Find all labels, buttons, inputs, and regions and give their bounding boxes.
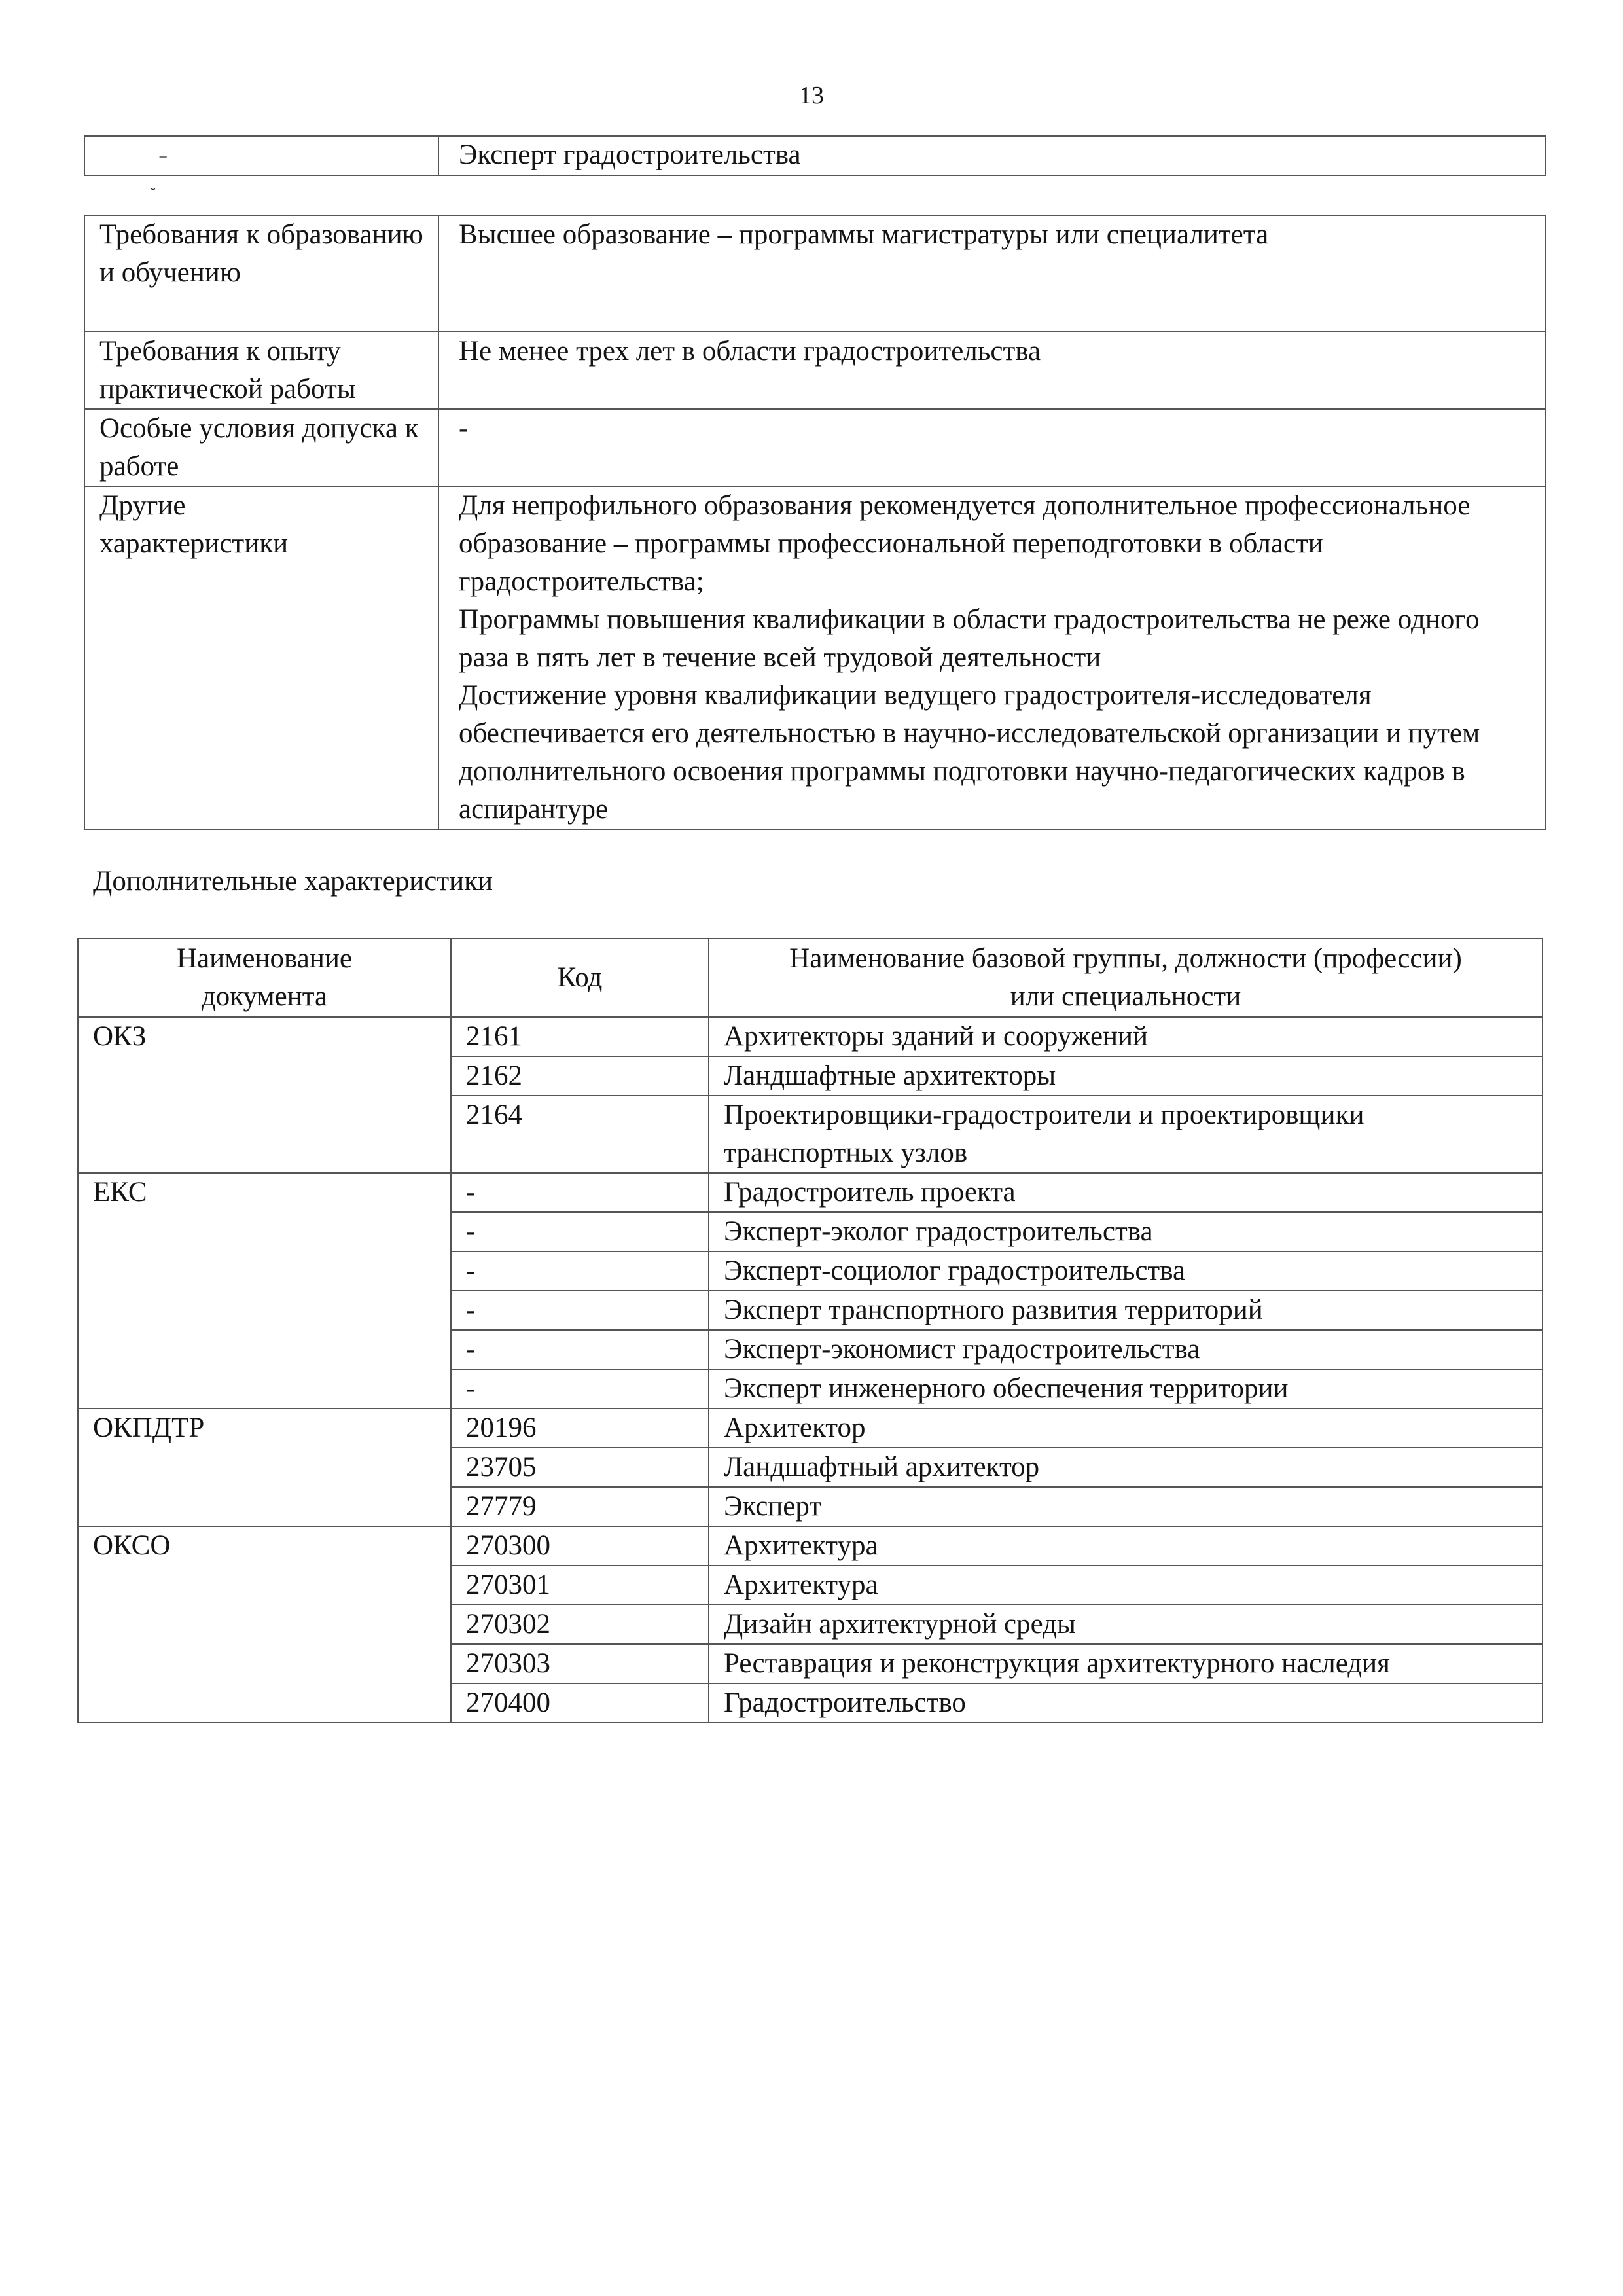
code-cell: - — [451, 1291, 709, 1330]
name-cell: Дизайн архитектурной среды — [709, 1605, 1543, 1644]
req-value — [438, 486, 1546, 829]
column-header-document — [78, 939, 451, 1017]
code-cell: 20196 — [451, 1408, 709, 1448]
table-row — [78, 1526, 1543, 1566]
profession-title: Эксперт градостроительства — [438, 136, 1546, 175]
req-value-line: Достижение уровня квалификации ведущего градостроителя-исследователя обеспечивается его деятельностью в научно-исследовательской организации и путем дополнительного освоения программы подготовки научно-педагогических кадров в аспирантуре — [459, 680, 1480, 825]
name-cell: Эксперт инженерного обеспечения территории — [709, 1369, 1543, 1408]
section-heading: Дополнительные характеристики — [93, 866, 493, 897]
name-cell: Эксперт-экономист градостроительства — [709, 1330, 1543, 1369]
name-cell: Архитекторы зданий и сооружений — [709, 1017, 1543, 1056]
name-cell: Ландшафтные архитекторы — [709, 1056, 1543, 1096]
name-cell: Ландшафтный архитектор — [709, 1448, 1543, 1487]
name-cell: Эксперт-социолог градостроительства — [709, 1251, 1543, 1291]
header-row — [78, 939, 1543, 1017]
req-label-text: Другие характеристики — [99, 490, 289, 559]
name-cell: Градостроитель проекта — [709, 1173, 1543, 1212]
title-table — [84, 135, 1546, 176]
req-row-admission — [84, 409, 1546, 486]
code-cell: 270301 — [451, 1566, 709, 1605]
name-cell: Градостроительство — [709, 1683, 1543, 1723]
code-cell: - — [451, 1173, 709, 1212]
table-row — [78, 1173, 1543, 1212]
table-row — [78, 1017, 1543, 1056]
additional-table — [77, 938, 1543, 1723]
code-cell: 2162 — [451, 1056, 709, 1096]
code-cell: 270300 — [451, 1526, 709, 1566]
name-cell: Архитектура — [709, 1566, 1543, 1605]
req-label — [84, 486, 438, 829]
code-cell: 27779 — [451, 1487, 709, 1526]
code-cell: - — [451, 1330, 709, 1369]
column-header-text: Наименование документа — [177, 943, 352, 1012]
doc-name: ОКПДТР — [78, 1408, 451, 1526]
code-cell: - — [451, 1212, 709, 1251]
req-value-line: Для непрофильного образования рекомендуется дополнительное профессиональное образование – программы профессиональной переподготовки в области градостроительства; — [459, 490, 1471, 597]
column-header-code: Код — [451, 939, 709, 1017]
req-value: Не менее трех лет в области градостроительства — [438, 332, 1546, 409]
req-value: - — [438, 409, 1546, 486]
column-header-name — [709, 939, 1543, 1017]
title-left-cell — [84, 136, 438, 175]
name-cell: Эксперт — [709, 1487, 1543, 1526]
doc-name: ОКЗ — [78, 1017, 451, 1173]
code-cell: 270400 — [451, 1683, 709, 1723]
doc-name: ОКСО — [78, 1526, 451, 1723]
name-cell: Эксперт транспортного развития территорий — [709, 1291, 1543, 1330]
table-row — [78, 1408, 1543, 1448]
page-number: 13 — [799, 82, 824, 109]
column-header-text: Наименование базовой группы, должности (профессии) или специальности — [789, 943, 1462, 1012]
title-left-dash: - — [158, 139, 168, 170]
name-cell: Эксперт-эколог градостроительства — [709, 1212, 1543, 1251]
name-cell: Архитектура — [709, 1526, 1543, 1566]
req-value: Высшее образование – программы магистратуры или специалитета — [438, 215, 1546, 332]
req-label: Требования к образованию и обучению — [84, 215, 438, 332]
req-value-line: Программы повышения квалификации в области градостроительства не реже одного раза в пять лет в течение всей трудовой деятельности — [459, 604, 1480, 673]
code-cell: - — [451, 1251, 709, 1291]
requirements-table — [84, 215, 1546, 830]
name-cell: Архитектор — [709, 1408, 1543, 1448]
code-cell: 2164 — [451, 1096, 709, 1173]
code-cell: 2161 — [451, 1017, 709, 1056]
code-cell: - — [451, 1369, 709, 1408]
req-label: Особые условия допуска к работе — [84, 409, 438, 486]
name-cell: Проектировщики-градостроители и проектировщики транспортных узлов — [709, 1096, 1543, 1173]
name-cell: Реставрация и реконструкция архитектурного наследия — [709, 1644, 1543, 1683]
code-cell: 270303 — [451, 1644, 709, 1683]
scan-mark: ˘ — [151, 186, 156, 203]
code-cell: 270302 — [451, 1605, 709, 1644]
req-label: Требования к опыту практической работы — [84, 332, 438, 409]
title-row — [84, 136, 1546, 175]
doc-name: ЕКС — [78, 1173, 451, 1408]
req-row-experience — [84, 332, 1546, 409]
req-row-other — [84, 486, 1546, 829]
code-cell: 23705 — [451, 1448, 709, 1487]
req-row-education — [84, 215, 1546, 332]
